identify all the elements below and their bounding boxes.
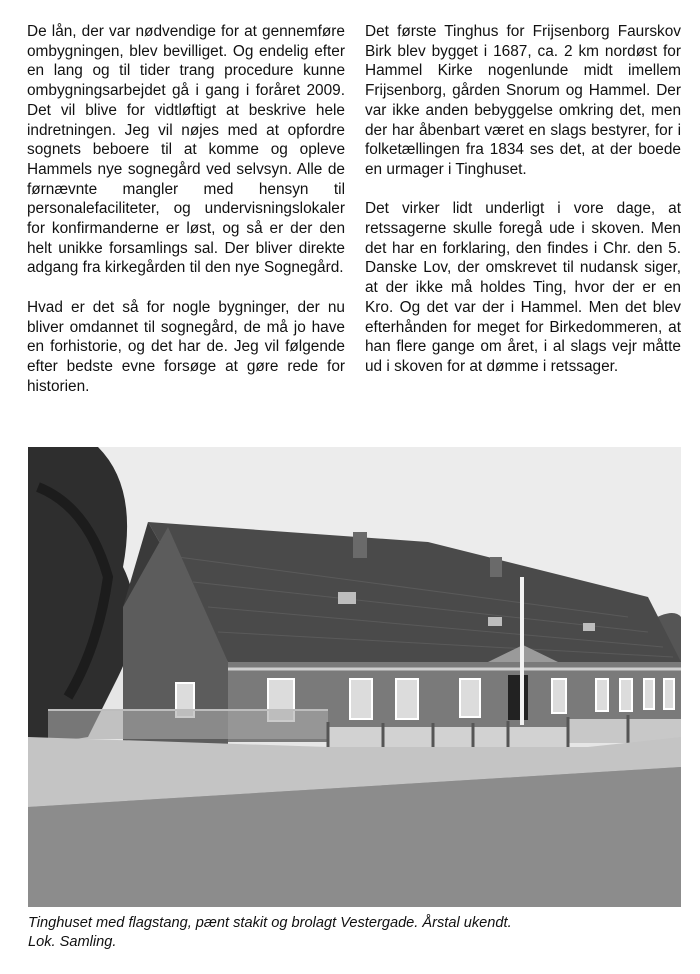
paragraph: Det virker lidt underligt i vore dage, at retssagerne skulle foregå ude i skoven. Men det har en forklaring, den findes i Chr. den 5. Danske Lov, der omskrevet til nudansk siger, at der ikke må holdes Ting, hvor der er en Kro. Og det var der i Hammel. Men det blev efterhånden for meget for Birkedommeren, at han flere gange om året, i al slags vejr måtte ud i skoven for at dømme i retssager. (365, 200, 681, 375)
historic-photo-tinghuset (28, 447, 681, 907)
right-text-column (365, 22, 681, 396)
photo-caption (28, 914, 668, 952)
paragraph: Hvad er det så for nogle bygninger, der nu bliver omdannet til sognegård, de må jo have en forhistorie, og det har de. Jeg vil følgende efter bedste evne forsøge at gøre rede for historien. (27, 298, 345, 395)
photo-illustration (28, 447, 681, 907)
caption-line: Lok. Samling. (28, 934, 117, 950)
paragraph: Det første Tinghus for Frijsenborg Faurskov Birk blev bygget i 1687, ca. 2 km nordøst for Hammel Kirke nogenlunde midt imellem Frijsenborg, gården Snorum og Hammel. Der var ikke anden bebyggelse omkring det, men der har åbenbart været en slags bestyrer, for i folketællingen fra 1834 ses det, at der boede en urmager i Tinghuset. (365, 23, 681, 178)
caption-line: Tinghuset med flagstang, pænt stakit og brolagt Vestergade. Årstal ukendt. (28, 915, 512, 931)
left-text-column (27, 22, 345, 416)
paragraph: De lån, der var nødvendige for at gennemføre ombygningen, blev bevilliget. Og endelig efter en lang og til tider trang procedure kunne ombygningsarbejdet gå i gang i foråret 2009. Det vil blive for vidtløftigt at beskrive hele indretningen. Jeg vil nøjes med at opfordre sognets beboere til at komme og opleve Hammels nye sognegård ved selvsyn. Alle de førnævnte mangler med hensyn til personalefaciliteter, og undervisningslokaler for konfirmanderne er løst, og så er der den helt unikke forsamlings sal. Der bliver direkte adgang fra kirkegården til den nye Sognegård. (27, 23, 345, 277)
